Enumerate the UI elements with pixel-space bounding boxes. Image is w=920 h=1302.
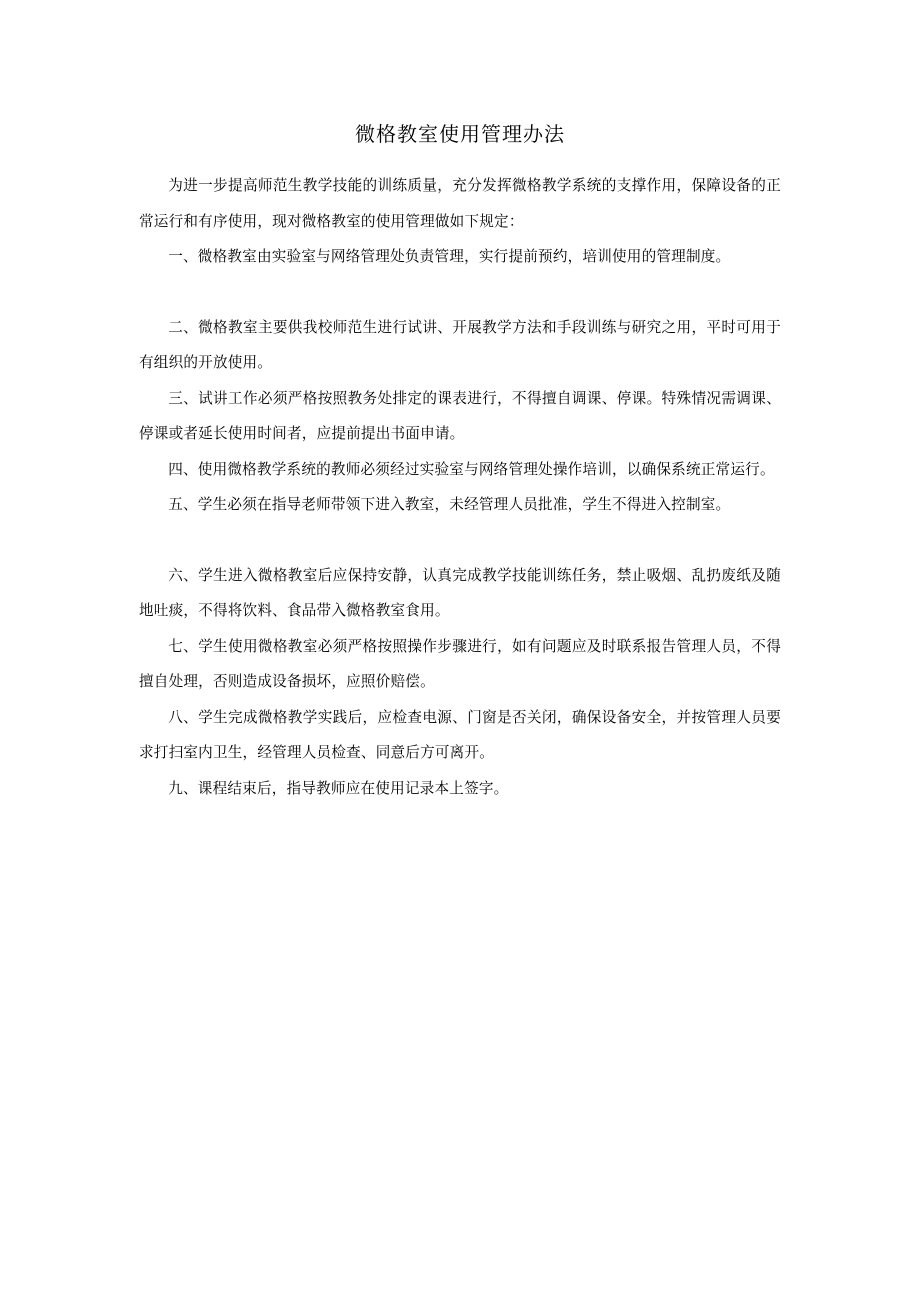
rule-6: 六、学生进入微格教室后应保持安静，认真完成教学技能训练任务，禁止吸烟、乱扔废纸及随地吐痰，不得将饮料、食品带入微格教室食用。 [139,566,781,619]
rule-2: 二、微格教室主要供我校师范生进行试讲、开展教学方法和手段训练与研究之用，平时可用于有组织的开放使用。 [139,318,781,371]
intro-paragraph: 为进一步提高师范生教学技能的训练质量，充分发挥微格教学系统的支撑作用，保障设备的正常运行和有序使用，现对微格教室的使用管理做如下规定： [139,177,781,230]
rule-7: 七、学生使用微格教室必须严格按照操作步骤进行，如有问题应及时联系报告管理人员，不得擅自处理，否则造成设备损坏，应照价赔偿。 [139,637,781,690]
rule-8: 八、学生完成微格教学实践后，应检查电源、门窗是否关闭，确保设备安全，并按管理人员要求打扫室内卫生，经管理人员检查、同意后方可离开。 [139,708,781,761]
rule-5: 五、学生必须在指导老师带领下进入教室，未经管理人员批准，学生不得进入控制室。 [168,496,731,513]
rule-3: 三、试讲工作必须严格按照教务处排定的课表进行，不得擅自调课、停课。特殊情况需调课、停课或者延长使用时间者，应提前提出书面申请。 [139,389,781,442]
rule-9: 九、课程结束后，指导教师应在使用记录本上签字。 [168,779,509,797]
rule-4: 四、使用微格教学系统的教师必须经过实验室与网络管理处操作培训，以确保系统正常运行。 [168,460,775,478]
rule-1: 一、微格教室由实验室与网络管理处负责管理，实行提前预约，培训使用的管理制度。 [168,248,731,265]
document-body [139,168,781,806]
document-title: 微格教室使用管理办法 [355,122,565,146]
